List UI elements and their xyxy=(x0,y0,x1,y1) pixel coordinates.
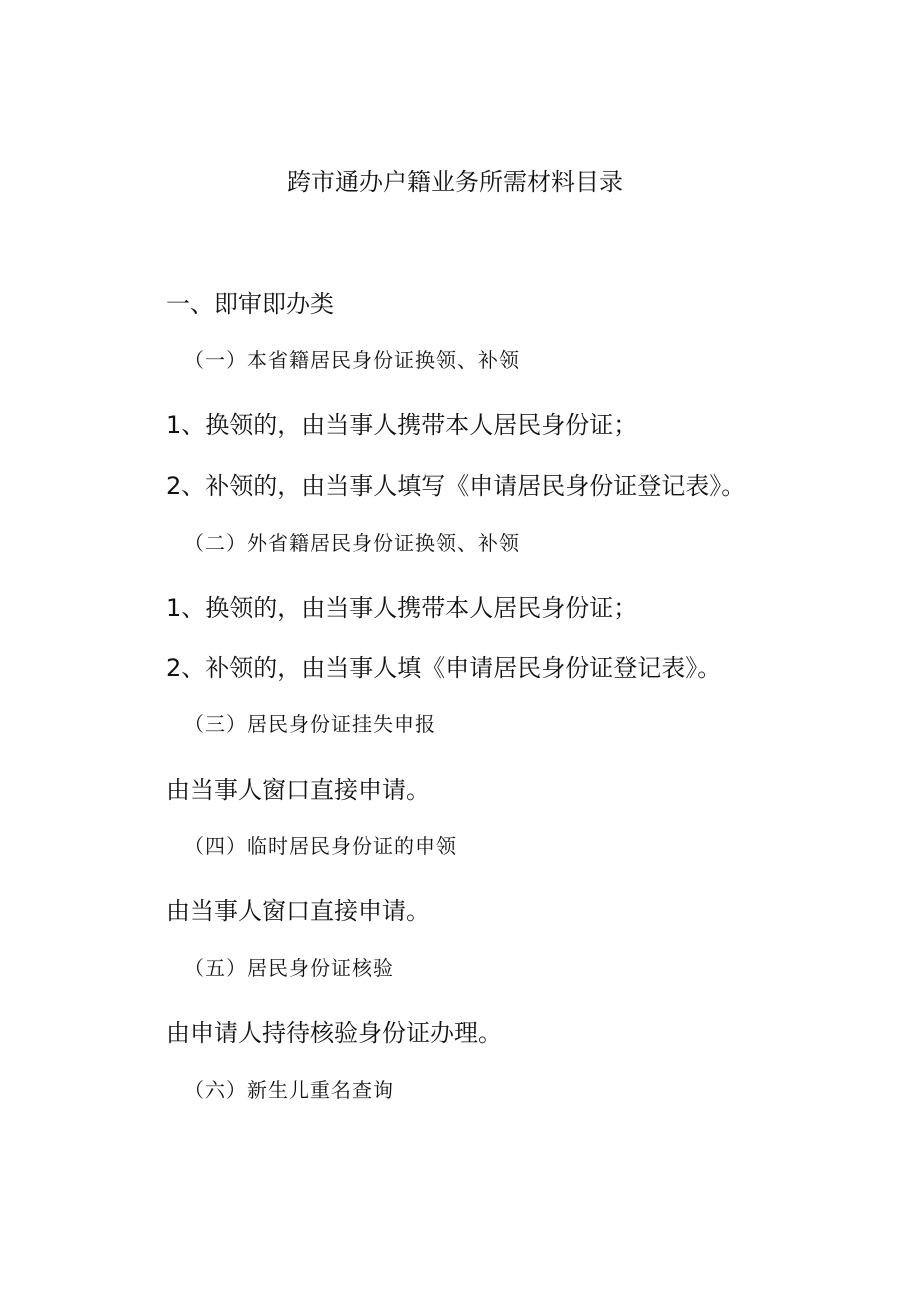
subheading-6: （六）新生儿重名查询 xyxy=(184,1078,394,1102)
body-line: 2、补领的，由当事人填写《申请居民身份证登记表》。 xyxy=(166,472,746,500)
body-line: 1、换领的，由当事人携带本人居民身份证； xyxy=(166,594,638,622)
body-line: 由当事人窗口直接申请。 xyxy=(166,897,430,925)
body-line: 2、补领的，由当事人填《申请居民身份证登记表》。 xyxy=(166,654,722,682)
subheading-1: （一）本省籍居民身份证换领、补领 xyxy=(184,348,520,372)
subheading-4: （四）临时居民身份证的申领 xyxy=(184,834,457,858)
body-line: 由当事人窗口直接申请。 xyxy=(166,776,430,804)
section-heading: 一、即审即办类 xyxy=(166,290,334,318)
subheading-3: （三）居民身份证挂失申报 xyxy=(184,712,436,736)
subheading-2: （二）外省籍居民身份证换领、补领 xyxy=(184,531,520,555)
body-line: 由申请人持待核验身份证办理。 xyxy=(166,1019,502,1047)
subheading-5: （五）居民身份证核验 xyxy=(184,956,394,980)
document-title: 跨市通办户籍业务所需材料目录 xyxy=(287,168,623,196)
body-line: 1、换领的，由当事人携带本人居民身份证； xyxy=(166,411,638,439)
